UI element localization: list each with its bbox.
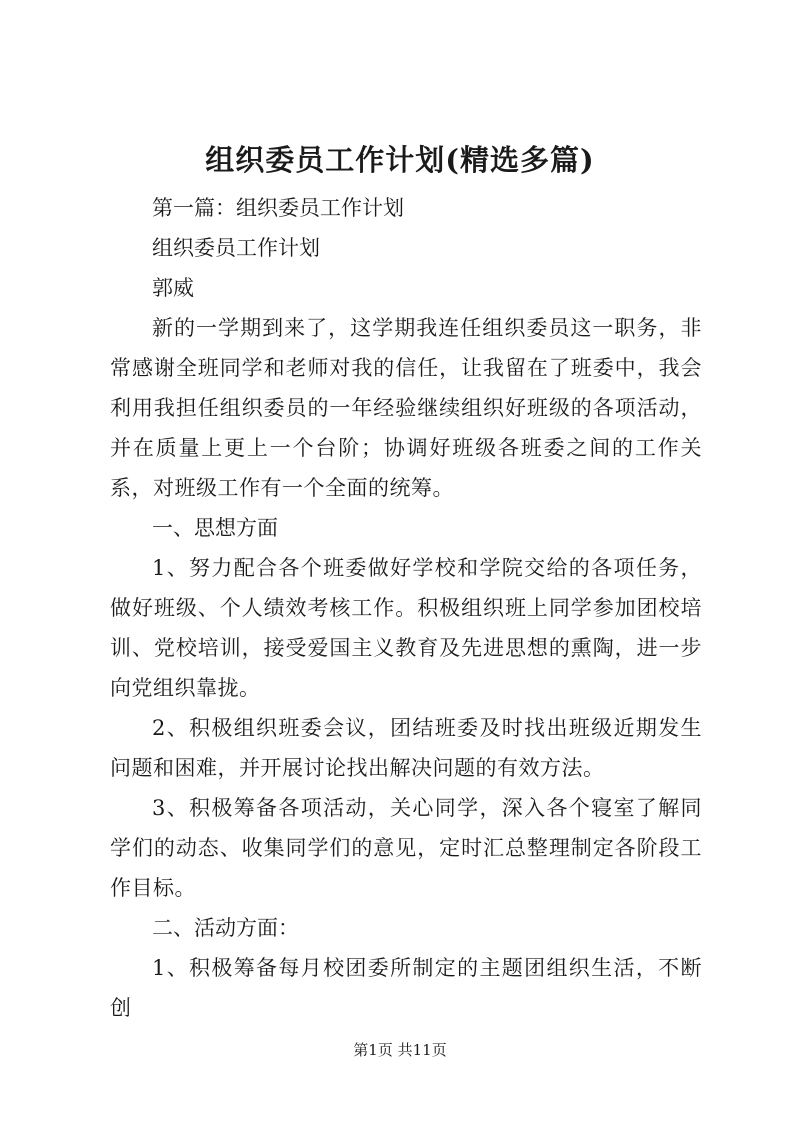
body-paragraph: 新的一学期到来了，这学期我连任组织委员这一职务，非常感谢全班同学和老师对我的信任，让我留在了班委中，我会利用我担任组织委员的一年经验继续组织好班级的各项活动，并在质量上更上一个台阶；协调好班级各班委之间的工作关系，对班级工作有一个全面的统筹。 [110,316,702,500]
document-title: 组织委员工作计划(精选多篇) [205,143,595,177]
body-paragraph: 3、积极筹备各项活动，关心同学，深入各个寝室了解同学们的动态、收集同学们的意见，定时汇总整理制定各阶段工作目标。 [110,796,702,900]
body-paragraph: 2、积极组织班委会议，团结班委及时找出班级近期发生问题和困难，并开展讨论找出解决问题的有效方法。 [110,716,702,780]
document-body [110,188,702,1028]
body-paragraph: 1、积极筹备每月校团委所制定的主题团组织生活，不断创 [110,956,702,1020]
author-name: 郭威 [152,276,194,300]
subsection-heading: 二、活动方面： [152,916,299,940]
subsection-heading: 一、思想方面 [152,516,278,540]
page-footer [0,1040,800,1060]
body-paragraph: 1、努力配合各个班委做好学校和学院交给的各项任务，做好班级、个人绩效考核工作。积极组织班上同学参加团校培训、党校培训，接受爱国主义教育及先进思想的熏陶，进一步向党组织靠拢。 [110,556,702,700]
section-heading: 第一篇：组织委员工作计划 [152,196,404,220]
article-title: 组织委员工作计划 [152,236,320,260]
page-number-label: 第1页 共11页 [353,1041,447,1059]
